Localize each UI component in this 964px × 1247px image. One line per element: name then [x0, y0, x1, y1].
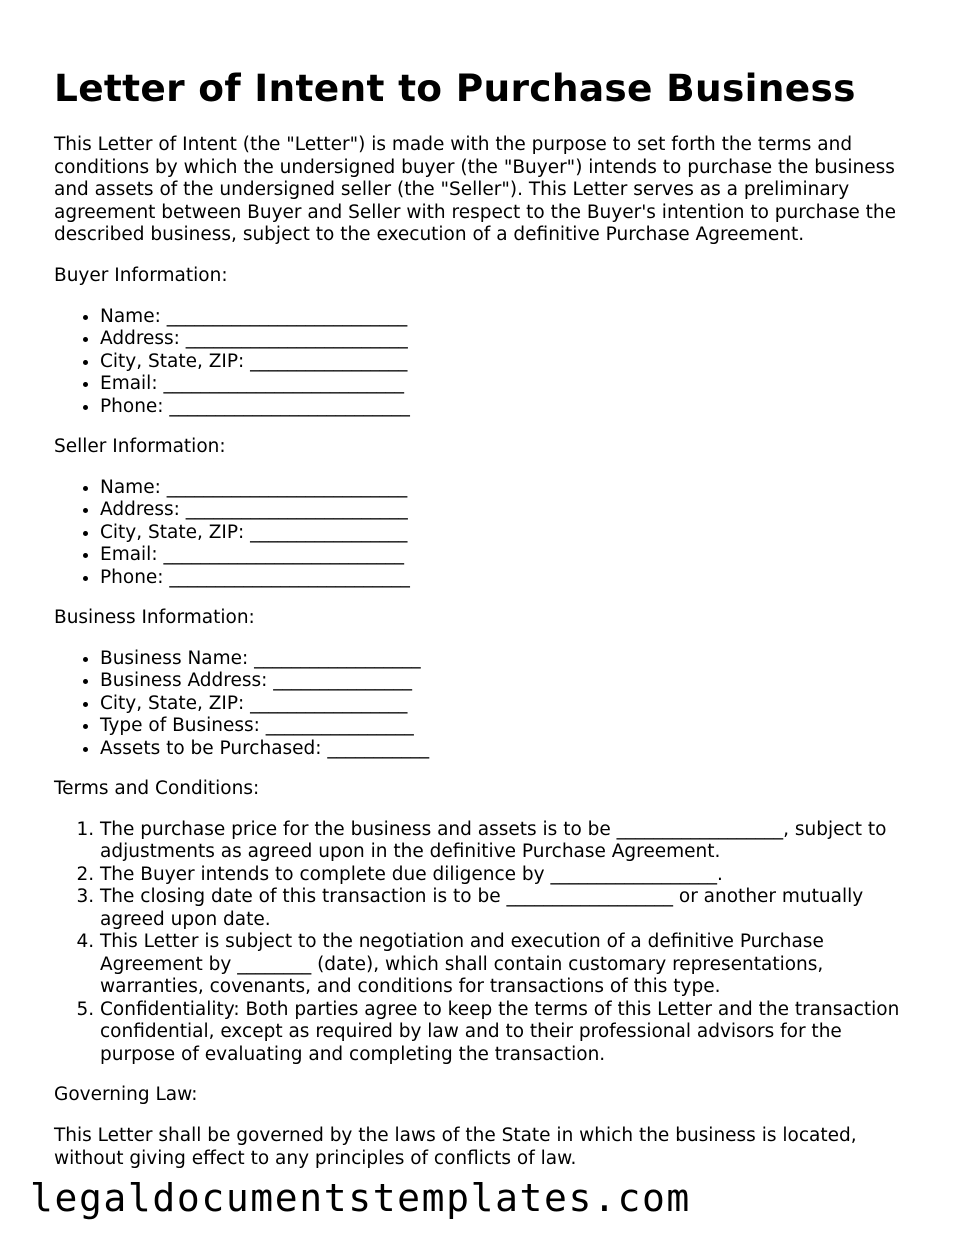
seller-city-state-zip-field: • City, State, ZIP: _________________ [100, 522, 914, 545]
seller-email-field: • Email: __________________________ [100, 544, 914, 567]
business-city-state-zip-field: • City, State, ZIP: _________________ [100, 693, 914, 716]
buyer-city-state-zip-field: • City, State, ZIP: _________________ [100, 351, 914, 374]
document-page [54, 62, 914, 1188]
business-info-list [54, 648, 914, 761]
business-name-field: • Business Name: __________________ [100, 648, 914, 671]
site-watermark: legaldocumentstemplates.com [30, 1176, 691, 1220]
business-section-heading: Business Information: [54, 607, 255, 629]
buyer-section-heading: Buyer Information: [54, 264, 228, 286]
buyer-email-field: • Email: __________________________ [100, 373, 914, 396]
terms-section-heading: Terms and Conditions: [54, 778, 260, 800]
seller-name-field: • Name: __________________________ [100, 477, 914, 500]
buyer-address-field: • Address: ________________________ [100, 328, 914, 351]
term-due-diligence: 2. The Buyer intends to complete due diligence by __________________. [100, 864, 914, 887]
intro-paragraph: This Letter of Intent (the "Letter") is made with the purpose to set forth the terms and conditions by which the undersigned buyer (the "Buyer") intends to purchase the business and assets of the undersigned seller (the "Seller"). This Letter serves as a preliminary agreement between Buyer and Seller with respect to the Buyer's intention to purchase the described business, subject to the execution of a definitive Purchase Agreement. [54, 134, 896, 246]
term-definitive-agreement: 4. This Letter is subject to the negotiation and execution of a definitive Purchase Agreement by ________ (date), which shall contain customary representations, warranties, covenants, and conditions for transactions of this type. [100, 931, 914, 999]
terms-list [54, 819, 914, 1067]
buyer-info-list [54, 306, 914, 419]
seller-section-heading: Seller Information: [54, 436, 226, 458]
business-address-field: • Business Address: _______________ [100, 670, 914, 693]
term-confidentiality: 5. Confidentiality: Both parties agree to keep the terms of this Letter and the transaction confidential, except as required by law and to their professional advisors for the purpose of evaluating and completing the transaction. [100, 999, 914, 1067]
seller-info-list [54, 477, 914, 590]
seller-phone-field: • Phone: __________________________ [100, 567, 914, 590]
governing-law-text: This Letter shall be governed by the laws of the State in which the business is located, without giving effect to any principles of conflicts of law. [54, 1124, 857, 1169]
governing-law-heading: Governing Law: [54, 1084, 198, 1106]
buyer-name-field: • Name: __________________________ [100, 306, 914, 329]
buyer-phone-field: • Phone: __________________________ [100, 396, 914, 419]
assets-to-be-purchased-field: • Assets to be Purchased: ___________ [100, 738, 914, 761]
seller-address-field: • Address: ________________________ [100, 499, 914, 522]
term-closing-date: 3. The closing date of this transaction is to be __________________ or another mutually agreed upon date. [100, 886, 914, 931]
page-title: Letter of Intent to Purchase Business [54, 66, 856, 110]
business-type-field: • Type of Business: ________________ [100, 715, 914, 738]
term-purchase-price: 1. The purchase price for the business and assets is to be __________________, subject to adjustments as agreed upon in the definitive Purchase Agreement. [100, 819, 914, 864]
